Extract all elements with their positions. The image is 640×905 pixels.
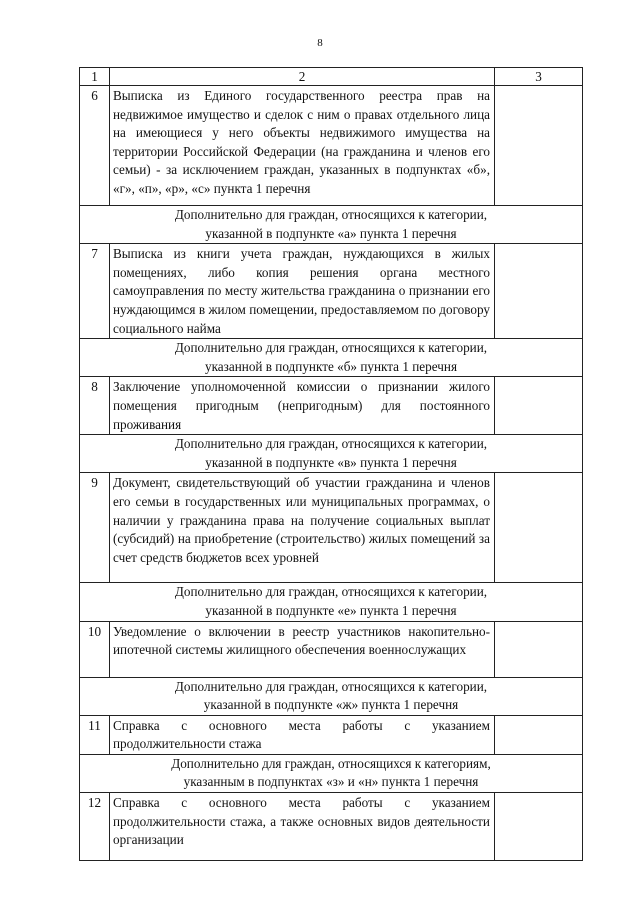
- row-note: [495, 377, 583, 435]
- row-text: Заключение уполномоченной комиссии о признании жилого помещения пригодным (непригодным) для постоянного проживания: [110, 377, 495, 435]
- row-note: [495, 86, 583, 206]
- row-number: 12: [80, 793, 110, 861]
- table-row: [80, 244, 583, 339]
- page-number: 8: [317, 37, 323, 49]
- subheader-line: указанной в подпункте «е» пункта 1 перечня: [205, 602, 457, 618]
- subheader-line: Дополнительно для граждан, относящихся к категории,: [174, 678, 488, 694]
- table-header-row: [80, 68, 583, 86]
- row-note: [495, 715, 583, 754]
- documents-table: [79, 67, 583, 861]
- category-subheader: [80, 206, 583, 244]
- category-subheader: [80, 435, 583, 473]
- row-text: Выписка из книги учета граждан, нуждающихся в жилых помещениях, либо копия решения органа местного самоуправления по месту жительства гражданина о признании его нуждающимся в жилом помещении, предоставляемом по договору социального найма: [110, 244, 495, 339]
- subheader-line: указанной в подпункте «б» пункта 1 перечня: [204, 358, 458, 374]
- row-number: 6: [80, 86, 110, 206]
- table-row: [80, 473, 583, 583]
- subheader-line: Дополнительно для граждан, относящихся к категории,: [174, 436, 488, 452]
- table-row: [80, 715, 583, 754]
- category-subheader-row: [80, 583, 583, 621]
- subheader-line: Дополнительно для граждан, относящихся к категориям,: [171, 755, 491, 771]
- row-text: Документ, свидетельствующий об участии гражданина и членов его семьи в государственных или муниципальных программах, о наличии у гражданина права на получение социальных выплат (субсидий) на приобретение (строительство) жилых помещений за счет средств бюджетов всех уровней: [110, 473, 495, 583]
- row-note: [495, 244, 583, 339]
- table-row: [80, 793, 583, 861]
- subheader-line: указанной в подпункте «ж» пункта 1 перечня: [203, 697, 459, 713]
- category-subheader-row: [80, 677, 583, 715]
- table-row: [80, 621, 583, 677]
- row-number: 10: [80, 621, 110, 677]
- row-note: [495, 621, 583, 677]
- category-subheader: [80, 583, 583, 621]
- header-col-2: 2: [110, 68, 495, 86]
- row-text: Справка с основного места работы с указанием продолжительности стажа, а также основных видов деятельности организации: [110, 793, 495, 861]
- row-number: 9: [80, 473, 110, 583]
- row-text: Справка с основного места работы с указанием продолжительности стажа: [110, 715, 495, 754]
- category-subheader: [80, 339, 583, 377]
- subheader-line: Дополнительно для граждан, относящихся к категории,: [174, 584, 488, 600]
- category-subheader: [80, 677, 583, 715]
- header-col-3: 3: [495, 68, 583, 86]
- category-subheader: [80, 754, 583, 792]
- row-text: Выписка из Единого государственного реестра прав на недвижимое имущество и сделок с ним о правах отдельного лица на имеющиеся у него объекты недвижимого имущества на территории Российской Федерации (на гражданина и членов его семьи) - за исключением граждан, указанных в подпунктах «б», «г», «п», «р», «с» пункта 1 перечня: [110, 86, 495, 206]
- row-note: [495, 793, 583, 861]
- subheader-line: Дополнительно для граждан, относящихся к категории,: [174, 207, 488, 222]
- subheader-line: указанной в подпункте «а» пункта 1 перечня: [205, 225, 457, 241]
- header-col-1: 1: [80, 68, 110, 86]
- row-number: 11: [80, 715, 110, 754]
- row-text: Уведомление о включении в реестр участников накопительно-ипотечной системы жилищного обеспечения военнослужащих: [110, 621, 495, 677]
- table-row: [80, 377, 583, 435]
- category-subheader-row: [80, 435, 583, 473]
- subheader-line: указанной в подпункте «в» пункта 1 перечня: [205, 454, 457, 470]
- row-note: [495, 473, 583, 583]
- subheader-line: указанным в подпунктах «з» и «н» пункта 1 перечня: [183, 774, 479, 790]
- table-row: [80, 86, 583, 206]
- category-subheader-row: [80, 206, 583, 244]
- category-subheader-row: [80, 754, 583, 792]
- subheader-line: Дополнительно для граждан, относящихся к категории,: [174, 340, 488, 356]
- category-subheader-row: [80, 339, 583, 377]
- row-number: 7: [80, 244, 110, 339]
- row-number: 8: [80, 377, 110, 435]
